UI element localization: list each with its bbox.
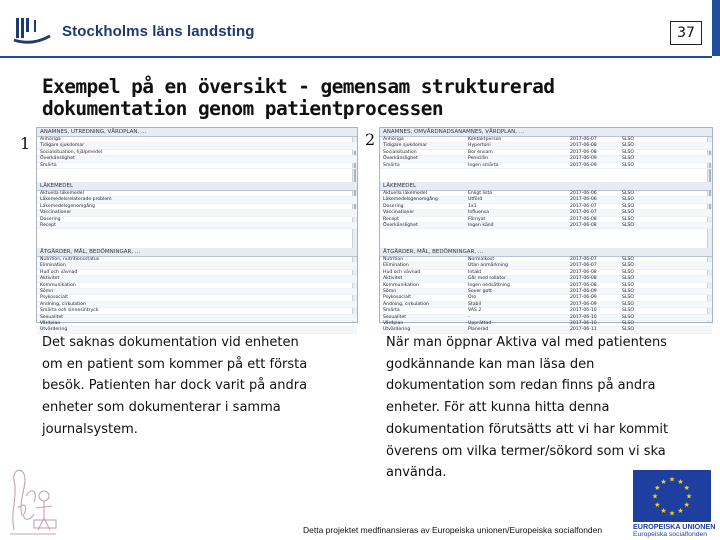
panel-section [37, 248, 357, 334]
panel-cell: Läkemedelsrelaterade problem [40, 197, 112, 203]
panel-cell: Kontaktperson [468, 137, 502, 142]
text-line: När man öppnar Aktiva val med patientens [386, 335, 667, 350]
panel-cell: Hypertoni [468, 143, 491, 149]
eu-star-icon: ★ [654, 501, 661, 509]
panel-cell: 2017-06-07 [570, 210, 597, 216]
text-line: använda. [386, 465, 447, 481]
panel-cell: Aktivitet [40, 276, 60, 282]
panel-cell: Anhöriga [40, 137, 61, 142]
panel-cell: SLSO [622, 137, 635, 142]
panel-cell: VAS 2 [468, 308, 482, 314]
panel-cell: 2017-06-08 [570, 276, 597, 282]
description-right [386, 332, 716, 484]
panel-cell: 2017-06-09 [570, 295, 597, 301]
panel-cell: 2017-06-08 [570, 269, 597, 275]
panel-cell: SLSO [622, 216, 635, 222]
panel-cell: 2017-06-07 [570, 263, 597, 269]
header-side-bar [712, 0, 720, 56]
slide-title [42, 76, 682, 120]
panel-cell: SLSO [622, 288, 635, 294]
panel-cell: Elimination [40, 263, 66, 269]
panel-cell: SLSO [622, 327, 635, 333]
sll-logo [14, 16, 255, 46]
eu-star-icon: ★ [668, 475, 676, 484]
page-number: 37 [670, 21, 702, 45]
panel-cell: Utvärdering [40, 327, 68, 333]
panel-section-heading: ANAMNES, OMVÅRDNADSANAMNES, VÅRDPLAN, ... [380, 128, 712, 137]
panel-section-heading: LÄKEMEDEL [380, 182, 712, 191]
panel-cell: Socialsituation [383, 149, 417, 155]
panel-cell: Psykosocialt [383, 295, 412, 301]
panel-cell: Socialsituation, hjälpmedel [40, 149, 103, 155]
panel-cell: 2017-06-11 [570, 327, 597, 333]
description-left [42, 332, 362, 441]
marker-2: 2 [365, 130, 376, 149]
panel-cell: Sexualitet [40, 314, 64, 320]
panel-cell: 2017-06-09 [570, 301, 597, 307]
panel-cell: Utförd [468, 197, 483, 203]
panel-cell: Hud och vävnad [40, 269, 78, 275]
panel-cell: 2017-06-08 [570, 149, 597, 155]
eu-star-icon: ★ [668, 509, 676, 518]
panel-cell: SLSO [622, 276, 635, 282]
panel-cell: Penicillin [468, 156, 489, 162]
eu-star-icon: ★ [683, 501, 690, 509]
panel-cell: Bor ensam [468, 149, 493, 155]
panel-cell: Dosering [383, 203, 404, 209]
panel-cell: Aktuella läkemedel [383, 191, 427, 196]
panel-cell: Planerad [468, 327, 489, 333]
panel-cell: 2017-06-06 [570, 197, 597, 203]
eu-star-icon: ★ [660, 507, 667, 516]
text-line: godkännande kan man läsa den [386, 356, 595, 372]
panel-cell: Går med rollator [468, 276, 506, 282]
eu-star-icon: ★ [654, 484, 661, 492]
panel-cell: Aktuella läkemedel [40, 191, 84, 196]
eu-caption [633, 523, 715, 539]
panel-cell: 2017-06-10 [570, 308, 597, 314]
screenshot-panel-2 [379, 127, 713, 333]
panel-cell: SLSO [622, 308, 635, 314]
screenshot-panel-1 [36, 127, 358, 333]
panel-cell: Andning, cirkulation [40, 301, 86, 307]
panel-cell: Sömn [383, 288, 397, 294]
panel-cell: SLSO [622, 156, 635, 162]
org-name: Stockholms läns landsting [62, 22, 255, 40]
panel-cell: 2017-06-08 [570, 222, 597, 228]
sll-logo-icon [14, 18, 54, 44]
panel-cell: 2017-06-10 [570, 320, 597, 326]
panel-cell: Överkänslighet [383, 156, 418, 162]
panel-cell: Nutrition [383, 257, 404, 262]
panel-cell: SLSO [622, 162, 635, 168]
marker-1: 1 [20, 134, 31, 153]
panel-row[interactable] [37, 163, 357, 169]
panel-cell: Vaccinationer [40, 210, 72, 216]
panel-cell: 2017-06-10 [570, 314, 597, 320]
panel-row[interactable] [380, 223, 712, 229]
eu-star-icon: ★ [677, 477, 684, 486]
funding-footer: Detta projektet medfinansieras av Europeiska unionen/Europeiska socialfonden [303, 525, 603, 535]
panel-cell: Dosering [40, 216, 61, 222]
text-line: besök. Patienten har dock varit på andra [42, 378, 308, 394]
text-line: dokumentation förutsätts att vi har kommit [386, 421, 669, 437]
panel-cell: 2017-06-09 [570, 162, 597, 168]
panel-cell: Recept [40, 222, 56, 228]
header-divider [0, 56, 712, 58]
text-line: enheter. För att kunna hitta denna [386, 400, 610, 416]
slide-title-line-2: dokumentation genom patientprocessen [42, 97, 444, 120]
eu-caption-line-2: Europeiska socialfonden [633, 531, 708, 538]
panel-cell: 2017-06-07 [570, 137, 597, 142]
panel-cell: Överkänslighet [383, 222, 418, 228]
panel-cell: - [468, 314, 470, 320]
panel-section-heading: ANAMNES, UTREDNING, VÅRDPLAN, ... [37, 128, 357, 137]
panel-cell: Nutrition, nutritionsstatus [40, 257, 100, 262]
panel-section-heading: LÄKEMEDEL [37, 182, 357, 191]
panel-cell: SLSO [622, 197, 635, 203]
eu-flag [633, 470, 711, 522]
panel-cell: 2017-06-08 [570, 282, 597, 288]
panel-row[interactable] [37, 223, 357, 229]
panel-cell: Smärta [383, 308, 400, 314]
panel-cell: SLSO [622, 282, 635, 288]
eu-caption-line-1: EUROPEISKA UNIONEN [633, 522, 716, 531]
panel-row[interactable] [380, 163, 712, 169]
text-line: om en patient som kommer på ett första [42, 356, 308, 372]
panel-cell: SLSO [622, 320, 635, 326]
panel-cell: SLSO [622, 263, 635, 269]
panel-cell: Psykosocialt [40, 295, 69, 301]
panel-cell: Intakt [468, 269, 482, 275]
panel-cell: Tidigare sjukdomar [383, 143, 428, 149]
panel-cell: Andning, cirkulation [383, 301, 429, 307]
panel-cell: Sover gott [468, 288, 492, 294]
eu-star-icon: ★ [677, 507, 684, 516]
panel-cell: Enligt lista [468, 191, 493, 196]
panel-cell: Ingen nedsättning [468, 282, 510, 288]
panel-cell: 2017-06-07 [570, 203, 597, 209]
panel-cell: Kommunikation [40, 282, 76, 288]
panel-cell: Ingen känd [468, 222, 494, 228]
panel-section [380, 182, 712, 229]
panel-cell: Läkemedelsgenomgång [383, 197, 438, 203]
panel-cell: Hud och vävnad [383, 269, 421, 275]
panel-cell: 2017-06-09 [570, 156, 597, 162]
panel-cell: Normalkost [468, 257, 495, 262]
panel-cell: SLSO [622, 314, 635, 320]
eu-star-icon: ★ [685, 492, 693, 501]
text-line: överens om vilka termer/sökord som vi ska [386, 443, 666, 459]
panel-cell: Smärta och sinnesintryck [40, 308, 99, 314]
panel-cell: Sömn [40, 288, 54, 294]
panel-cell: Upprättad [468, 320, 492, 326]
panel-section-heading: ÅTGÄRDER, MÅL, BEDÖMNINGAR, ... [380, 248, 712, 257]
panel-cell: SLSO [622, 149, 635, 155]
panel-cell: Kommunikation [383, 282, 419, 288]
panel-cell: SLSO [622, 143, 635, 149]
eu-star-icon: ★ [660, 477, 667, 486]
panel-section [37, 182, 357, 229]
handwriting-illustration [4, 456, 60, 538]
panel-section-heading: ÅTGÄRDER, MÅL, BEDÖMNINGAR, ... [37, 248, 357, 257]
panel-cell: Vaccinationer [383, 210, 415, 216]
panel-cell: Förnyat [468, 216, 486, 222]
panel-cell: Vårdplan [383, 320, 404, 326]
panel-section [37, 128, 357, 169]
panel-cell: SLSO [622, 203, 635, 209]
text-line: dokumentation som redan finns på andra [386, 378, 656, 394]
panel-cell: Sexualitet [383, 314, 407, 320]
panel-cell: Vårdplan [40, 320, 61, 326]
panel-cell: SLSO [622, 295, 635, 301]
panel-cell: Utvärdering [383, 327, 411, 333]
panel-cell: 2017-06-08 [570, 216, 597, 222]
panel-cell: 1x1 [468, 203, 477, 209]
eu-stars-icon [633, 470, 711, 522]
panel-cell: Aktivitet [383, 276, 403, 282]
panel-cell: Ingen smärta [468, 162, 499, 168]
panel-cell: Influensa [468, 210, 490, 216]
panel-cell: SLSO [622, 222, 635, 228]
panel-section [380, 128, 712, 169]
panel-cell: SLSO [622, 257, 635, 262]
text-line: Det saknas dokumentation vid enheten [42, 335, 299, 350]
panel-cell: Överkänslighet [40, 156, 75, 162]
text-line: journalsystem. [42, 421, 138, 437]
panel-cell: SLSO [622, 210, 635, 216]
panel-cell: 2017-06-08 [570, 143, 597, 149]
eu-star-icon: ★ [683, 484, 690, 492]
panel-cell: 2017-06-09 [570, 288, 597, 294]
panel-cell: 2017-06-07 [570, 257, 597, 262]
panel-cell: Anhöriga [383, 137, 404, 142]
panel-cell: Tidigare sjukdomar [40, 143, 85, 149]
slide-title-line-1: Exempel på en översikt - gemensam strukturerad [42, 75, 555, 98]
panel-cell: SLSO [622, 301, 635, 307]
panel-cell: Smärta [383, 162, 400, 168]
panel-cell: Utan anmärkning [468, 263, 508, 269]
panel-cell: Recept [383, 216, 399, 222]
panel-cell: Smärta [40, 162, 57, 168]
eu-star-icon: ★ [651, 492, 659, 501]
panel-cell: SLSO [622, 191, 635, 196]
text-line: enheter som dokumenterar i samma [42, 400, 281, 416]
panel-section [380, 248, 712, 334]
panel-cell: Elimination [383, 263, 409, 269]
panel-cell: 2017-06-06 [570, 191, 597, 196]
panel-cell: Läkemedelsgenomgång [40, 203, 95, 209]
panel-cell: SLSO [622, 269, 635, 275]
panel-cell: Oro [468, 295, 477, 301]
panel-cell: Stabil [468, 301, 482, 307]
